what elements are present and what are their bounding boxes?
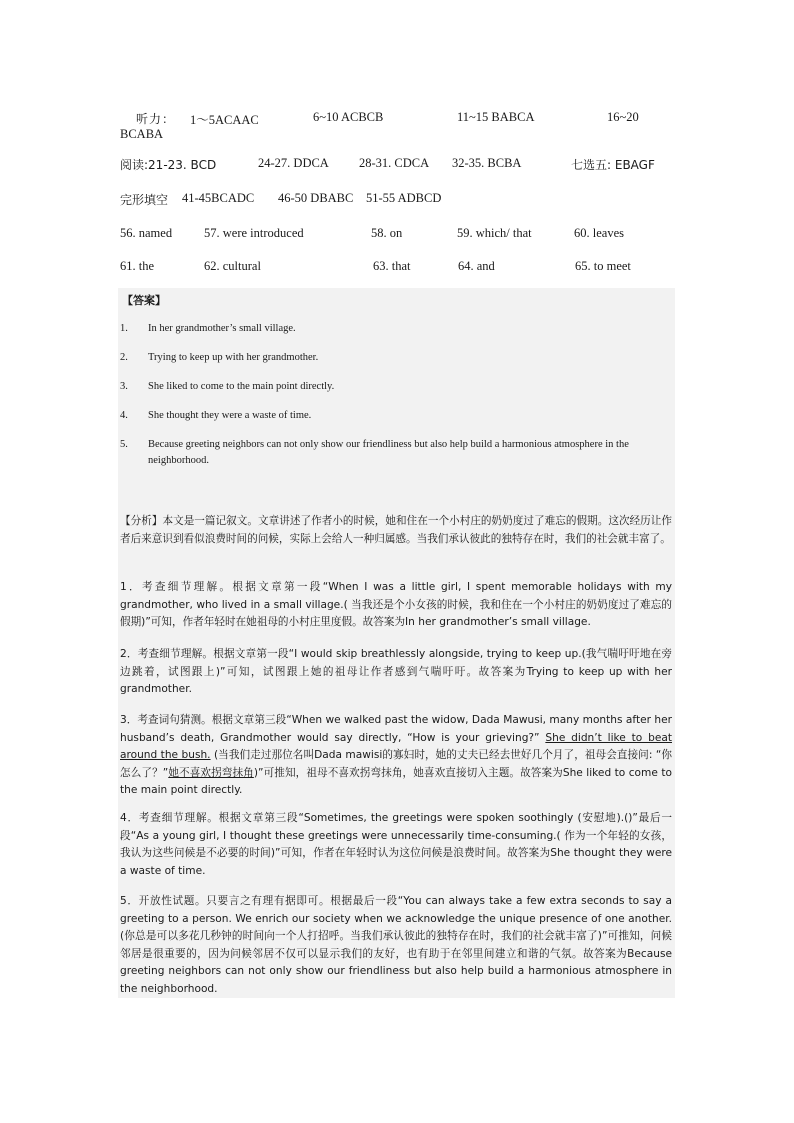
grammar-answer: 56. named bbox=[120, 226, 173, 240]
cloze-group-3: 51-55 ADBCD bbox=[366, 191, 442, 205]
grammar-answer: 64. and bbox=[458, 259, 495, 273]
grammar-row-1 bbox=[120, 226, 680, 244]
analysis-3-underlined-cn: 她不喜欢拐弯抹角 bbox=[168, 766, 254, 779]
answer-text: Because greeting neighbors can not only show our friendliness but also help build a harmonious atmosphere in the neighborhood. bbox=[148, 439, 629, 466]
cloze-label: 完形填空 bbox=[120, 193, 169, 207]
listening-group-3: 11~15 BABCA bbox=[457, 110, 535, 124]
answer-number: 1. bbox=[120, 323, 128, 334]
grammar-answer: 57. were introduced bbox=[204, 226, 304, 240]
answer-title: 【答案】 bbox=[122, 294, 166, 307]
listening-group-4-cont: BCABA bbox=[120, 127, 164, 141]
grammar-answer: 62. cultural bbox=[204, 259, 261, 273]
reading-group-5: 七选五: EBAGF bbox=[571, 158, 655, 172]
reading-group-2: 24-27. DDCA bbox=[258, 156, 329, 170]
answer-text: In her grandmother’s small village. bbox=[148, 323, 296, 334]
analysis-paragraph-1: 1．考查细节理解。根据文章第一段“When I was a little girl, I spent memorable holidays with my grandmother, who lived in a small village.( 当我还是个小女孩的时候，我和住在一个小村庄的奶奶度过了难忘的假期)”可知，作者年轻时在她祖母的小村庄里度假。故答案为In her grandmother’s small village. bbox=[120, 581, 672, 628]
answer-text: Trying to keep up with her grandmother. bbox=[148, 352, 319, 363]
grammar-answer: 60. leaves bbox=[574, 226, 624, 240]
analysis-paragraph-2: 2．考查细节理解。根据文章第一段“I would skip breathlessly alongside, trying to keep up.(我气喘吁吁地在旁边跳着，试图跟上)”可知，试图跟上她的祖母让作者感到气喘吁吁。故答案为Trying to keep up with her grandmother. bbox=[120, 648, 672, 695]
answer-text: She thought they were a waste of time. bbox=[148, 410, 312, 421]
listening-row bbox=[120, 110, 680, 144]
grammar-answer: 58. on bbox=[371, 226, 403, 240]
answer-number: 5. bbox=[120, 439, 128, 450]
grammar-row-2 bbox=[120, 259, 680, 277]
answer-number: 2. bbox=[120, 352, 128, 363]
cloze-row bbox=[120, 191, 680, 209]
analysis-intro: 【分析】本文是一篇记叙文。文章讲述了作者小的时候，她和住在一个小村庄的奶奶度过了难忘的假期。这次经历让作者后来意识到看似浪费时间的问候，实际上会给人一种归属感。当我们承认彼此的独特存在时，我们的社会就丰富了。 bbox=[120, 515, 672, 545]
analysis-paragraph-5: 5．开放性试题。只要言之有理有据即可。根据最后一段“You can always take a few extra seconds to say a greeting to a person. We enrich our society when we acknowledge the unique presence of one another.(你总是可以多花几秒钟的时间向一个人打招呼。当我们承认彼此的独特存在时，我们的社会就丰富了)”可推知，问候邻居是很重要的，因为问候邻居不仅可以显示我们的友好，也有助于在邻里间建立和谐的气氛。故答案为Because greeting neighbors can not only show our friendliness but also help build a harmonious atmosphere in the neighborhood. bbox=[120, 895, 672, 995]
answer-number: 4. bbox=[120, 410, 128, 421]
cloze-group-2: 46-50 DBABC bbox=[278, 191, 354, 205]
analysis-3-underlined-en: She didn’t like to beat around the bush. bbox=[120, 731, 672, 761]
grammar-answer: 65. to meet bbox=[575, 259, 631, 273]
answer-number: 3. bbox=[120, 381, 128, 392]
analysis-paragraph-4: 4．考查细节理解。根据文章第三段“Sometimes, the greetings were spoken soothingly (安慰地).()”最后一段“As a young girl, I thought these greetings were unnecessarily time-consuming.( 作为一个年轻的女孩，我认为这些问候是不必要的时间)”可知，作者在年轻时认为这位问候是浪费时间。故答案为She thought they were a waste of time. bbox=[120, 812, 672, 877]
analysis-paragraph-3 bbox=[120, 712, 672, 800]
reading-group-3: 28-31. CDCA bbox=[359, 156, 430, 170]
grammar-answer: 59. which/ that bbox=[457, 226, 532, 240]
analysis-3-text-c: )”可推知，祖母不喜欢拐弯抹角，她喜欢直接切入主题。故答案为She liked to come to the main point directly. bbox=[120, 766, 672, 796]
listening-group-4: 16~20 bbox=[607, 110, 639, 124]
answer-text: She liked to come to the main point directly. bbox=[148, 381, 335, 392]
analysis-3-text-b: (当我们走过那位名叫Dada mawisi的寡妇时，她的丈夫已经去世好几个月了，祖母会直接问: “你怎么了？” bbox=[120, 749, 672, 779]
listening-group-2: 6~10 ACBCB bbox=[313, 110, 384, 124]
listening-label: 听力： bbox=[136, 112, 176, 126]
reading-label: 阅读:21-23. BCD bbox=[120, 158, 217, 172]
grammar-answer: 63. that bbox=[373, 259, 411, 273]
listening-group-1: 1～5ACAAC bbox=[190, 113, 259, 127]
grammar-answer: 61. the bbox=[120, 259, 155, 273]
analysis-3-text-a: 3．考查词句猜测。根据文章第三段“When we walked past the widow, Dada Mawusi, many months after her husband’s death, Grandmother would say directly, “How is your grieving?” bbox=[120, 714, 672, 744]
reading-group-4: 32-35. BCBA bbox=[452, 156, 522, 170]
cloze-group-1: 41-45BCADC bbox=[182, 191, 255, 205]
reading-row bbox=[120, 156, 680, 174]
